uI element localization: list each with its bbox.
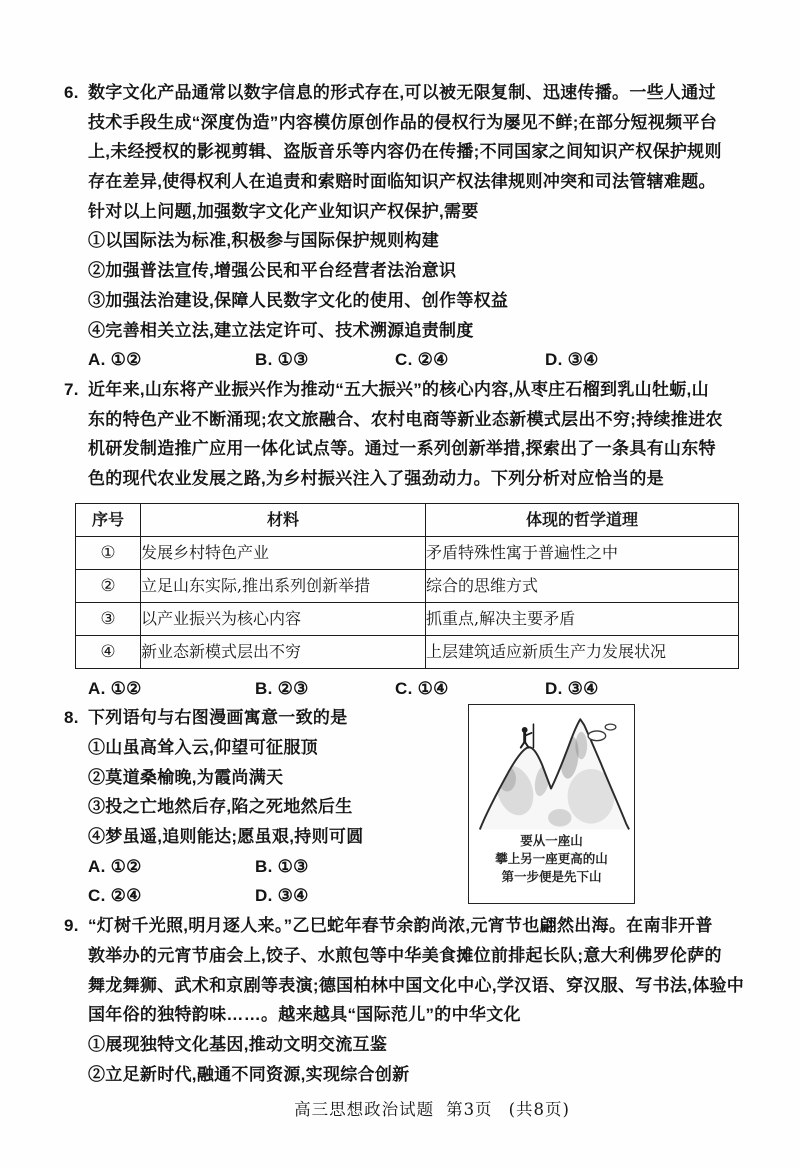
question-line: 存在差异,使得权利人在追责和索赔时面临知识产权法律规则冲突和司法管辖难题。 bbox=[88, 172, 716, 192]
table-cell-principle: 上层建筑适应新质生产力发展状况 bbox=[426, 635, 739, 668]
table-cell-num: ③ bbox=[76, 602, 141, 635]
table-cell-material: 发展乡村特色产业 bbox=[141, 536, 426, 569]
answer-choice-a: A. ①② bbox=[88, 350, 142, 370]
question-line: 东的特色产业不断涌现;农文旅融合、农村电商等新业态新模式层出不穷;持续推进农 bbox=[88, 409, 723, 429]
answer-choice-d: D. ③④ bbox=[545, 678, 599, 698]
two-mountains-climber-icon bbox=[472, 706, 632, 832]
table-header-principle: 体现的哲学道理 bbox=[426, 503, 739, 536]
question-line bbox=[64, 703, 800, 733]
question-line bbox=[64, 375, 800, 405]
table-cell-material: 以产业振兴为核心内容 bbox=[141, 602, 426, 635]
cartoon-caption-line: 要从一座山 bbox=[520, 833, 583, 848]
question-line: 上,未经授权的影视剪辑、盗版音乐等内容仍在传播;不同国家之间知识产权保护规则 bbox=[88, 142, 722, 162]
answer-choice-c: C. ①④ bbox=[395, 678, 449, 698]
footer-page-number: 第3页 bbox=[446, 1100, 493, 1120]
question-text: 数字文化产品通常以数字信息的形式存在,可以被无限复制、迅速传播。一些人通过 bbox=[88, 83, 716, 102]
cartoon-caption-line: 第一步便是先下山 bbox=[501, 869, 602, 884]
answer-row bbox=[64, 881, 800, 911]
table-row bbox=[76, 536, 739, 569]
answer-choice-d: D. ③④ bbox=[545, 350, 599, 370]
question-text: “灯树千光照,明月逐人来。”乙巳蛇年春节余韵尚浓,元宵节也翩然出海。在南非开普 bbox=[88, 916, 713, 936]
option-line: ②立足新时代,融通不同资源,实现综合创新 bbox=[88, 1064, 410, 1084]
table-row bbox=[76, 635, 739, 668]
footer-exam-title: 高三思想政治试题 bbox=[294, 1100, 435, 1120]
question-line: 国年俗的独特韵味……。越来越具“国际范儿”的中华文化 bbox=[88, 1005, 521, 1025]
cartoon-caption-line: 攀上另一座更高的山 bbox=[495, 851, 608, 866]
climber-icon bbox=[520, 724, 533, 747]
question-text: 下列语句与右图漫画寓意一致的是 bbox=[88, 708, 348, 728]
answer-row bbox=[64, 674, 800, 704]
table-row bbox=[76, 569, 739, 602]
footer-total-pages: (共8页) bbox=[508, 1100, 570, 1120]
answer-choice-b: B. ①③ bbox=[255, 350, 309, 370]
answer-row bbox=[64, 345, 800, 375]
answer-choice-a: A. ①② bbox=[88, 856, 142, 876]
option-line: ①以国际法为标准,积极参与国际保护规则构建 bbox=[88, 231, 440, 251]
question-7 bbox=[64, 375, 800, 703]
answer-row bbox=[64, 852, 800, 882]
question-line: 舞龙舞狮、武术和京剧等表演;德国柏林中国文化中心,学汉语、穿汉服、写书法,体验中 bbox=[88, 975, 745, 995]
answer-choice-b: B. ①③ bbox=[255, 856, 309, 876]
table-row bbox=[76, 602, 739, 635]
question-text: 近年来,山东将产业振兴作为推动“五大振兴”的核心内容,从枣庄石榴到乳山牡蛎,山 bbox=[88, 379, 709, 399]
option-line: ③投之亡地然后存,陷之死地然后生 bbox=[88, 797, 353, 817]
option-line: ②加强普法宣传,增强公民和平台经营者法治意识 bbox=[88, 261, 457, 281]
table-header-row bbox=[76, 503, 739, 536]
answer-choice-b: B. ②③ bbox=[255, 678, 309, 698]
cartoon-caption bbox=[469, 832, 634, 886]
option-line: ④梦虽遥,追则能达;愿虽艰,持则可圆 bbox=[88, 827, 364, 847]
option-line: ③加强法治建设,保障人民数字文化的使用、创作等权益 bbox=[88, 290, 509, 310]
option-line: ①展现独特文化基因,推动文明交流互鉴 bbox=[88, 1034, 388, 1054]
table-cell-num: ② bbox=[76, 569, 141, 602]
answer-choice-c: C. ②④ bbox=[88, 886, 142, 906]
option-line: ④完善相关立法,建立法定许可、技术溯源追责制度 bbox=[88, 320, 474, 340]
table-header-index: 序号 bbox=[76, 503, 141, 536]
question-line bbox=[64, 78, 800, 108]
table-header-material: 材料 bbox=[141, 503, 426, 536]
table-cell-material: 新业态新模式层出不穷 bbox=[141, 635, 426, 668]
question-number: 8. bbox=[64, 708, 79, 728]
cloud-icon bbox=[588, 724, 616, 741]
answer-choice-a: A. ①② bbox=[88, 678, 142, 698]
table-cell-num: ④ bbox=[76, 635, 141, 668]
cartoon-panel bbox=[468, 704, 635, 904]
table-cell-num: ① bbox=[76, 536, 141, 569]
question-number: 7. bbox=[64, 379, 79, 399]
page-footer bbox=[64, 1099, 800, 1121]
table-cell-principle: 矛盾特殊性寓于普遍性之中 bbox=[426, 536, 739, 569]
question-9 bbox=[64, 911, 800, 1089]
option-line: ①山虽高耸入云,仰望可征服顶 bbox=[88, 738, 318, 757]
philosophy-table bbox=[75, 503, 739, 669]
answer-choice-c: C. ②④ bbox=[395, 350, 449, 370]
question-6 bbox=[64, 78, 800, 375]
question-line: 针对以上问题,加强数字文化产业知识产权保护,需要 bbox=[88, 201, 479, 221]
question-number: 9. bbox=[64, 916, 79, 936]
option-line: ②莫道桑榆晚,为霞尚满天 bbox=[88, 767, 284, 787]
table-cell-material: 立足山东实际,推出系列创新举措 bbox=[141, 569, 426, 602]
table-cell-principle: 抓重点,解决主要矛盾 bbox=[426, 602, 739, 635]
question-line: 色的现代农业发展之路,为乡村振兴注入了强劲动力。下列分析对应恰当的是 bbox=[88, 468, 664, 488]
question-line: 机研发制造推广应用一体化试点等。通过一系列创新举措,探索出了一条具有山东特 bbox=[88, 439, 716, 459]
table-cell-principle: 综合的思维方式 bbox=[426, 569, 739, 602]
question-line: 敦举办的元宵节庙会上,饺子、水煎包等中华美食摊位前排起长队;意大利佛罗伦萨的 bbox=[88, 945, 722, 965]
answer-choice-d: D. ③④ bbox=[255, 886, 309, 906]
question-line bbox=[64, 911, 800, 941]
question-line: 技术手段生成“深度伪造”内容模仿原创作品的侵权行为屡见不鲜;在部分短视频平台 bbox=[88, 112, 718, 132]
question-8 bbox=[64, 703, 800, 911]
question-number: 6. bbox=[64, 83, 79, 102]
